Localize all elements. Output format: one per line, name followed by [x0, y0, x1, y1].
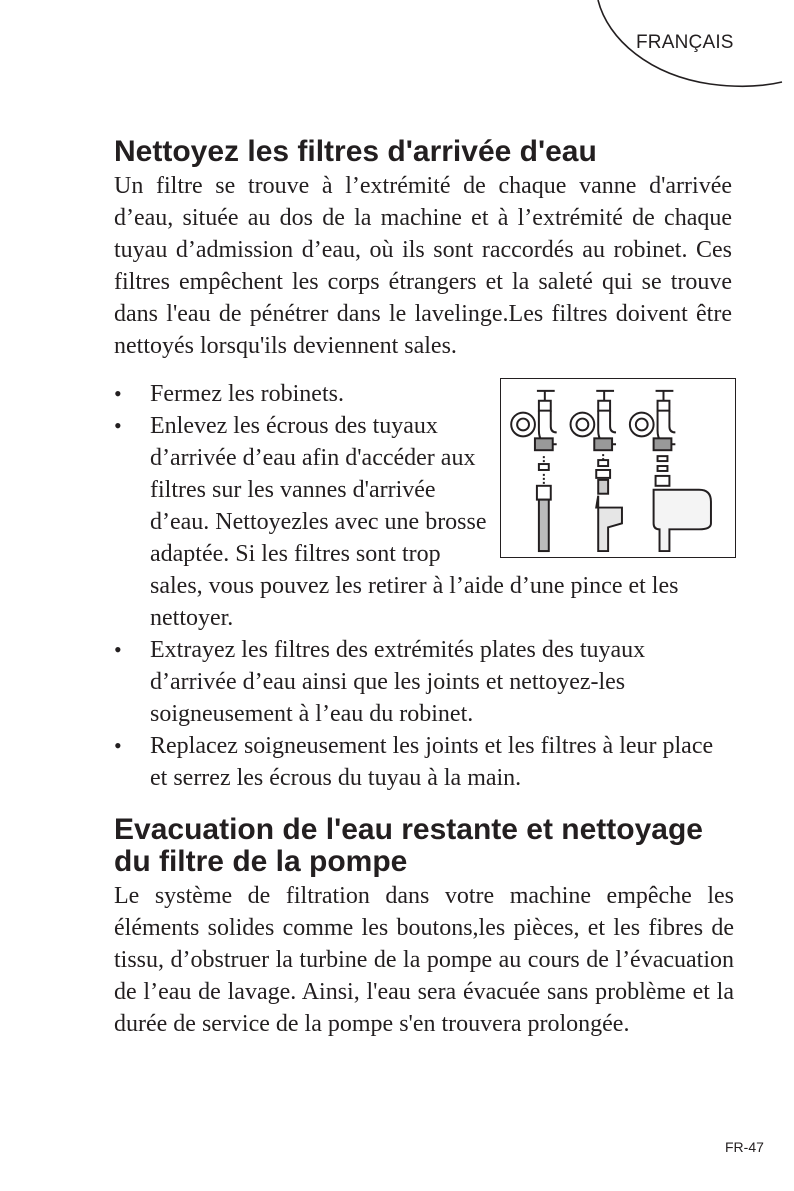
- page-content: [114, 136, 736, 1040]
- list-item-text: Fermez les robinets.: [150, 381, 344, 407]
- instruction-list: [114, 378, 736, 794]
- section-title-inlet-filters: Nettoyez les filtres d'arrivée d'eau: [114, 135, 597, 168]
- list-item-text: Enlevez les écrous des tuyaux d’arrivée d’eau afin d'accéder aux filtres sur les vannes d'arrivée d’eau. Nettoyezles avec une brosse adaptée. Si les filtres sont trop sales, vous pouvez les retirer à l’aide d’une pince et les nettoyer.: [150, 413, 679, 631]
- section-body-inlet-filters: Un filtre se trouve à l’extrémité de chaque vanne d'arrivée d’eau, située au dos de la machine et à l’extrémité de chaque tuyau d’admission d’eau, où ils sont raccordés au robinet. Ces filtres empêchent les corps étrangers et la saleté qui se trouve dans l'eau de pénétrer dans le lavelinge.Les filtres doivent être nettoyés lorsqu'ils deviennent sales.: [114, 173, 732, 359]
- bullet-icon: •: [114, 413, 122, 438]
- section-body-pump-filter: Le système de filtration dans votre machine empêche les éléments solides comme les boutons,les pièces, et les fibres de tissu, d’obstruer la turbine de la pompe au cours de l’évacuation de l’eau de lavage. Ainsi, l'eau sera évacuée sans problème et la durée de service de la pompe s'en trouvera prolongée.: [114, 883, 734, 1037]
- list-item: [114, 730, 736, 794]
- section-title-pump-filter: Evacuation de l'eau restante et nettoyage du filtre de la pompe: [114, 813, 703, 878]
- page-number: FR-47: [725, 1139, 764, 1155]
- bullet-icon: •: [114, 381, 122, 406]
- bullet-icon: •: [114, 733, 122, 758]
- list-item: [114, 378, 736, 410]
- bullet-icon: •: [114, 637, 122, 662]
- list-item-text: Extrayez les filtres des extrémités plates des tuyaux d’arrivée d’eau ainsi que les joints et nettoyez-les soigneusement à l’eau du robinet.: [150, 637, 646, 727]
- language-label: FRANÇAIS: [636, 32, 734, 53]
- list-item-text: Replacez soigneusement les joints et les filtres à leur place et serrez les écrous du tuyau à la main.: [150, 733, 714, 791]
- list-item: [114, 410, 736, 634]
- list-item: [114, 634, 736, 730]
